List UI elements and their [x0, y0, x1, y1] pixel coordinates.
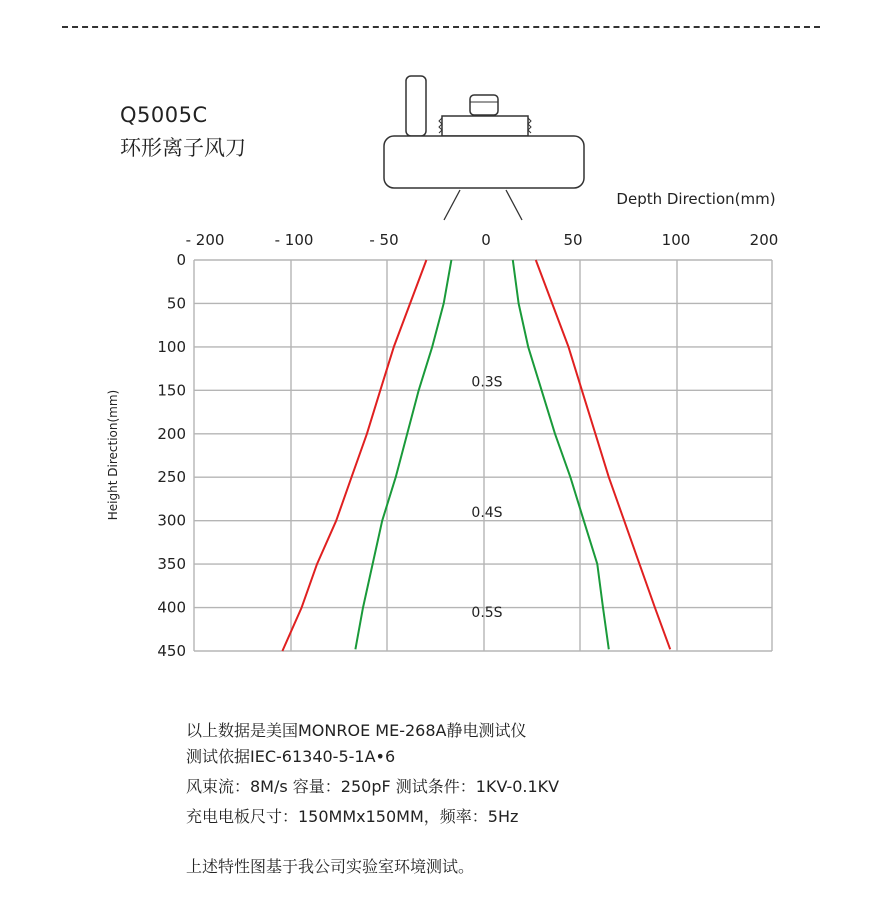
y-tick-label: 300 — [157, 511, 186, 530]
x-tick-label: - 100 — [274, 231, 314, 249]
y-tick-label: 100 — [157, 337, 186, 356]
product-name: 环形离子风刀 — [120, 136, 246, 160]
time-annotation-label: 0.3S — [471, 374, 503, 391]
time-annotation-label: 0.5S — [471, 604, 503, 621]
x-tick-label: - 50 — [369, 231, 399, 249]
y-tick-label: 350 — [157, 555, 186, 574]
series-line-left — [282, 260, 426, 651]
test-instrument-note: 以上数据是美国MONROE ME-268A静电测试仪 — [186, 721, 527, 740]
chart-annotations — [471, 375, 502, 621]
chart-series — [282, 260, 670, 651]
y-axis-label: Height Direction(mm) — [106, 389, 120, 521]
chart-grid — [194, 260, 772, 651]
y-tick-label: 150 — [157, 381, 186, 400]
x-tick-label: 0 — [481, 231, 491, 249]
y-tick-label: 400 — [157, 598, 186, 617]
x-axis-label: Depth Direction(mm) — [616, 190, 776, 208]
chart-ticks — [157, 231, 778, 660]
charged-plate-note: 充电电板尺寸：150MMx150MM，频率：5Hz — [186, 807, 519, 826]
x-tick-label: 100 — [661, 231, 691, 249]
y-tick-label: 50 — [166, 294, 186, 313]
x-tick-label: - 200 — [185, 231, 225, 249]
test-conditions-note: 风束流：8M/s 容量：250pF 测试条件：1KV-0.1KV — [186, 777, 560, 796]
series-line-right — [536, 260, 670, 649]
y-tick-label: 200 — [157, 424, 186, 443]
y-tick-label: 0 — [176, 251, 186, 269]
x-tick-label: 50 — [563, 231, 583, 249]
product-code: Q5005C — [120, 103, 208, 127]
time-annotation-label: 0.4S — [471, 504, 503, 521]
series-line-left — [355, 260, 451, 649]
lab-environment-note: 上述特性图基于我公司实验室环境测试。 — [186, 857, 475, 876]
test-standard-note: 测试依据IEC-61340-5-1A•6 — [186, 747, 396, 766]
x-tick-label: 200 — [749, 231, 779, 249]
y-tick-label: 250 — [157, 468, 186, 487]
series-line-right — [513, 260, 609, 649]
y-tick-label: 450 — [157, 642, 186, 660]
